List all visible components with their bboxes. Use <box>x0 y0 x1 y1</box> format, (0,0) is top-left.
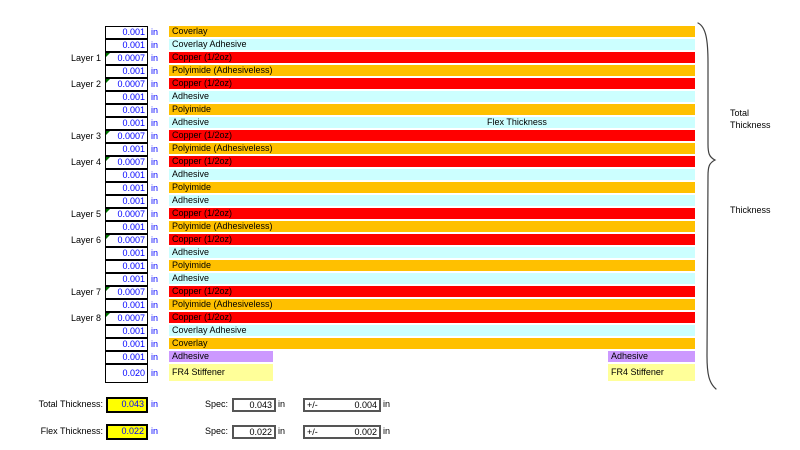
total-thickness-label: Total Thickness: <box>38 399 103 409</box>
thickness-cell[interactable] <box>105 26 148 39</box>
stackup-row <box>0 299 800 312</box>
thickness-value: 0.0007 <box>117 157 145 167</box>
unit-label: in <box>151 118 159 128</box>
material-bar <box>169 195 695 206</box>
unit-label: in <box>278 426 286 436</box>
material-label: Polyimide (Adhesiveless) <box>172 299 273 309</box>
material-bar <box>169 91 695 102</box>
total-thickness-brace <box>692 18 722 398</box>
flex-thickness-summary-row <box>0 424 430 440</box>
thickness-value: 0.001 <box>122 144 145 154</box>
material-label: Polyimide <box>172 182 212 192</box>
unit-label: in <box>151 157 159 167</box>
material-bar <box>169 273 695 284</box>
thickness-cell[interactable] <box>105 52 148 65</box>
thickness-value: 0.001 <box>122 248 145 258</box>
total-thickness-value: 0.043 <box>121 399 144 409</box>
unit-label: in <box>151 131 159 141</box>
thickness-value: 0.0007 <box>117 287 145 297</box>
thickness-value: 0.001 <box>122 326 145 336</box>
thickness-cell[interactable] <box>105 273 148 286</box>
material-bar <box>169 130 695 141</box>
layer-label: Layer 4 <box>70 157 101 167</box>
thickness-cell[interactable] <box>105 39 148 52</box>
material-label: Polyimide <box>172 104 212 114</box>
stackup-row <box>0 351 800 364</box>
thickness-cell[interactable] <box>105 78 148 91</box>
flex-thickness-value-box[interactable] <box>106 424 148 440</box>
tolerance-sign: +/- <box>307 427 318 437</box>
stackup-row <box>0 260 800 273</box>
unit-label: in <box>151 399 159 409</box>
thickness-value: 0.0007 <box>117 131 145 141</box>
material-label: FR4 Stiffener <box>172 367 225 377</box>
unit-label: in <box>151 196 159 206</box>
stackup-row <box>0 247 800 260</box>
stackup-row <box>0 156 800 169</box>
material-label: Copper (1/2oz) <box>172 286 233 296</box>
material-label: Adhesive <box>172 195 210 205</box>
thickness-cell[interactable] <box>105 364 148 383</box>
material-bar <box>169 39 695 50</box>
stackup-row <box>0 39 800 52</box>
unit-label: in <box>151 222 159 232</box>
total-thickness-summary-row <box>0 397 430 413</box>
brace-label-bottom: Thickness <box>730 205 771 215</box>
flex-thickness-value: 0.022 <box>121 426 144 436</box>
layer-label: Layer 7 <box>70 287 101 297</box>
stackup-row <box>0 234 800 247</box>
material-label: Copper (1/2oz) <box>172 208 233 218</box>
total-tolerance-box[interactable] <box>303 398 381 412</box>
thickness-value: 0.001 <box>122 40 145 50</box>
thickness-cell[interactable] <box>105 156 148 169</box>
material-label: Adhesive <box>172 273 210 283</box>
total-spec-value-box[interactable] <box>232 398 276 412</box>
unit-label: in <box>151 235 159 245</box>
thickness-cell[interactable] <box>105 130 148 143</box>
thickness-cell[interactable] <box>105 299 148 312</box>
thickness-cell[interactable] <box>105 182 148 195</box>
thickness-cell[interactable] <box>105 325 148 338</box>
thickness-cell[interactable] <box>105 208 148 221</box>
layer-label: Layer 1 <box>70 53 101 63</box>
material-bar <box>169 143 695 154</box>
stackup-row <box>0 26 800 39</box>
material-label: Adhesive <box>172 351 210 361</box>
stackup-row <box>0 169 800 182</box>
flex-tolerance-value: 0.002 <box>354 427 377 437</box>
stackup-row <box>0 143 800 156</box>
material-bar <box>169 26 695 37</box>
layer-label: Layer 5 <box>70 209 101 219</box>
thickness-value: 0.001 <box>122 183 145 193</box>
flex-spec-value: 0.022 <box>249 427 272 437</box>
material-bar <box>169 182 695 193</box>
thickness-cell[interactable] <box>105 143 148 156</box>
flex-thickness-label: Flex Thickness: <box>40 426 103 436</box>
material-label: Copper (1/2oz) <box>172 312 233 322</box>
unit-label: in <box>151 170 159 180</box>
thickness-cell[interactable] <box>105 117 148 130</box>
comment-indicator-icon <box>106 209 110 213</box>
unit-label: in <box>151 209 159 219</box>
material-bar <box>169 221 695 232</box>
material-bar <box>169 299 695 310</box>
material-label: Coverlay Adhesive <box>172 39 247 49</box>
thickness-value: 0.001 <box>122 339 145 349</box>
thickness-cell[interactable] <box>105 195 148 208</box>
material-bar <box>169 78 695 89</box>
stackup-row <box>0 208 800 221</box>
tolerance-sign: +/- <box>307 400 318 410</box>
material-bar <box>169 104 695 115</box>
material-bar <box>169 286 695 297</box>
material-label: Coverlay <box>172 338 208 348</box>
material-label: Polyimide (Adhesiveless) <box>172 221 273 231</box>
thickness-cell[interactable] <box>105 247 148 260</box>
thickness-value: 0.0007 <box>117 53 145 63</box>
unit-label: in <box>151 79 159 89</box>
stackup-row <box>0 338 800 351</box>
spec-label: Spec: <box>204 426 228 436</box>
unit-label: in <box>151 313 159 323</box>
comment-indicator-icon <box>106 53 110 57</box>
stackup-row <box>0 130 800 143</box>
material-bar <box>169 338 695 349</box>
thickness-value: 0.0007 <box>117 79 145 89</box>
material-bar <box>169 364 273 381</box>
spec-label: Spec: <box>204 399 228 409</box>
unit-label: in <box>383 399 391 409</box>
material-label: Adhesive <box>172 117 210 127</box>
material-label: Polyimide (Adhesiveless) <box>172 143 273 153</box>
thickness-cell[interactable] <box>105 286 148 299</box>
stackup-row <box>0 78 800 91</box>
unit-label: in <box>151 368 159 378</box>
material-label: Copper (1/2oz) <box>172 130 233 140</box>
brace-label-line2: Thickness <box>730 120 771 130</box>
thickness-cell[interactable] <box>105 351 148 364</box>
layer-label: Layer 6 <box>70 235 101 245</box>
material-bar <box>169 52 695 63</box>
thickness-cell[interactable] <box>105 65 148 78</box>
unit-label: in <box>151 66 159 76</box>
layer-label: Layer 2 <box>70 79 101 89</box>
unit-label: in <box>151 53 159 63</box>
stackup-row <box>0 182 800 195</box>
material-bar <box>169 351 273 362</box>
material-label: Copper (1/2oz) <box>172 52 233 62</box>
material-bar <box>169 117 695 128</box>
stackup-row <box>0 312 800 325</box>
material-bar <box>169 169 695 180</box>
material-bar <box>608 364 695 381</box>
material-label: Copper (1/2oz) <box>172 78 233 88</box>
stackup-row <box>0 104 800 117</box>
material-label: Copper (1/2oz) <box>172 156 233 166</box>
material-label: Polyimide <box>172 260 212 270</box>
stackup-row <box>0 65 800 78</box>
thickness-cell[interactable] <box>105 221 148 234</box>
layer-label: Layer 8 <box>70 313 101 323</box>
unit-label: in <box>151 352 159 362</box>
thickness-value: 0.001 <box>122 105 145 115</box>
comment-indicator-icon <box>106 287 110 291</box>
stackup-row <box>0 117 800 130</box>
material-bar <box>169 325 695 336</box>
material-label: Adhesive <box>172 247 210 257</box>
material-label: FR4 Stiffener <box>611 367 664 377</box>
material-bar <box>169 312 695 323</box>
stackup-row <box>0 221 800 234</box>
stackup-row <box>0 91 800 104</box>
unit-label: in <box>151 300 159 310</box>
stackup-row <box>0 286 800 299</box>
thickness-cell[interactable] <box>105 338 148 351</box>
flex-tolerance-box[interactable] <box>303 425 381 439</box>
unit-label: in <box>151 183 159 193</box>
material-bar <box>169 247 695 258</box>
material-bar <box>169 260 695 271</box>
stackup-row <box>0 364 800 383</box>
thickness-value: 0.001 <box>122 92 145 102</box>
thickness-cell[interactable] <box>105 169 148 182</box>
thickness-value: 0.001 <box>122 27 145 37</box>
thickness-value: 0.001 <box>122 170 145 180</box>
unit-label: in <box>151 287 159 297</box>
thickness-cell[interactable] <box>105 91 148 104</box>
comment-indicator-icon <box>106 131 110 135</box>
thickness-brace-label <box>730 204 771 216</box>
unit-label: in <box>151 27 159 37</box>
layer-label: Layer 3 <box>70 131 101 141</box>
thickness-cell[interactable] <box>105 312 148 325</box>
comment-indicator-icon <box>106 235 110 239</box>
material-bar <box>169 65 695 76</box>
material-label: Polyimide (Adhesiveless) <box>172 65 273 75</box>
thickness-value: 0.001 <box>122 66 145 76</box>
thickness-value: 0.0007 <box>117 209 145 219</box>
unit-label: in <box>151 144 159 154</box>
thickness-cell[interactable] <box>105 234 148 247</box>
comment-indicator-icon <box>106 157 110 161</box>
thickness-value: 0.001 <box>122 300 145 310</box>
material-bar <box>169 234 695 245</box>
flex-spec-value-box[interactable] <box>232 425 276 439</box>
flex-thickness-annotation: Flex Thickness <box>487 117 547 127</box>
thickness-value: 0.001 <box>122 352 145 362</box>
comment-indicator-icon <box>106 79 110 83</box>
material-bar <box>608 351 695 362</box>
thickness-value: 0.001 <box>122 196 145 206</box>
material-label: Adhesive <box>611 351 649 361</box>
total-thickness-value-box[interactable] <box>106 397 148 413</box>
stackup-row <box>0 195 800 208</box>
unit-label: in <box>151 105 159 115</box>
unit-label: in <box>278 399 286 409</box>
thickness-value: 0.001 <box>122 118 145 128</box>
thickness-value: 0.0007 <box>117 313 145 323</box>
thickness-cell[interactable] <box>105 104 148 117</box>
stackup-row <box>0 273 800 286</box>
unit-label: in <box>383 426 391 436</box>
material-label: Coverlay <box>172 26 208 36</box>
material-label: Copper (1/2oz) <box>172 234 233 244</box>
thickness-cell[interactable] <box>105 260 148 273</box>
material-label: Adhesive <box>172 169 210 179</box>
comment-indicator-icon <box>106 313 110 317</box>
total-tolerance-value: 0.004 <box>354 400 377 410</box>
thickness-value: 0.020 <box>122 368 145 378</box>
unit-label: in <box>151 92 159 102</box>
unit-label: in <box>151 274 159 284</box>
material-bar <box>169 208 695 219</box>
unit-label: in <box>151 248 159 258</box>
total-thickness-brace-label <box>730 107 771 131</box>
unit-label: in <box>151 326 159 336</box>
stackup-row <box>0 325 800 338</box>
brace-label-line1: Total <box>730 108 750 118</box>
unit-label: in <box>151 40 159 50</box>
thickness-value: 0.001 <box>122 222 145 232</box>
thickness-value: 0.0007 <box>117 235 145 245</box>
material-label: Adhesive <box>172 91 210 101</box>
material-bar <box>169 156 695 167</box>
thickness-value: 0.001 <box>122 261 145 271</box>
material-label: Coverlay Adhesive <box>172 325 247 335</box>
total-spec-value: 0.043 <box>249 400 272 410</box>
stackup-row <box>0 52 800 65</box>
unit-label: in <box>151 426 159 436</box>
unit-label: in <box>151 339 159 349</box>
thickness-value: 0.001 <box>122 274 145 284</box>
unit-label: in <box>151 261 159 271</box>
